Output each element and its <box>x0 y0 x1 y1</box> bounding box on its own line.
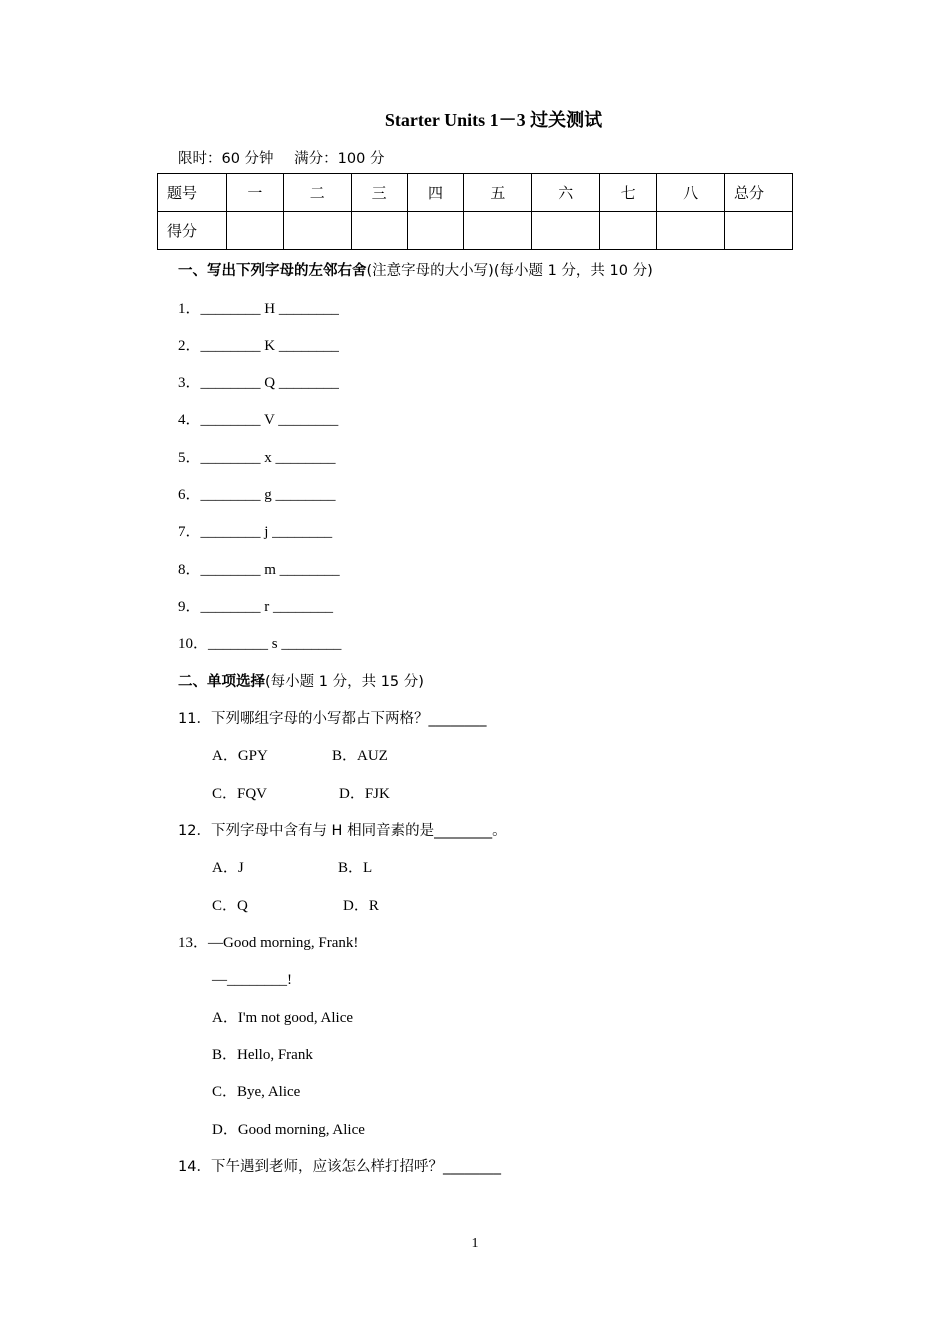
full-score: 满分：100 分 <box>294 151 385 167</box>
list-item: 1．________ H ________ <box>178 301 339 317</box>
time-limit: 限时：60 分钟 <box>178 151 274 167</box>
question-13-stem: 13．—Good morning, Frank! <box>178 935 359 951</box>
score-cell[interactable] <box>657 212 725 250</box>
section2-note: (每小题 1 分，共 15 分) <box>265 674 424 690</box>
list-item: 5．________ x ________ <box>178 450 336 466</box>
score-table-header-row <box>158 174 793 212</box>
score-table-score-row <box>158 212 793 250</box>
option-d: D．R <box>343 898 379 914</box>
list-item: 2．________ K ________ <box>178 338 339 354</box>
table-header-cell: 二 <box>283 174 351 212</box>
option-b: B．L <box>338 860 373 876</box>
table-header-cell: 四 <box>407 174 464 212</box>
list-item: 9．________ r ________ <box>178 599 333 615</box>
page-title: Starter Units 1－3 过关测试 <box>384 110 603 130</box>
option-b: B．Hello, Frank <box>212 1047 313 1063</box>
table-header-cell: 八 <box>657 174 725 212</box>
option-a: A．J <box>212 860 244 876</box>
option-c: C．FQV <box>212 786 268 802</box>
table-header-cell: 题号 <box>158 174 227 212</box>
option-b: B．AUZ <box>332 748 388 764</box>
score-table <box>157 173 793 250</box>
question-12-options-row2 <box>212 896 379 916</box>
option-a: A．I'm not good, Alice <box>212 1010 354 1026</box>
question-12-stem: 12．下列字母中含有与 H 相同音素的是________。 <box>178 823 507 839</box>
table-header-cell: 一 <box>226 174 283 212</box>
score-cell[interactable] <box>600 212 657 250</box>
table-header-cell: 总分 <box>725 174 793 212</box>
question-12-options-row1 <box>212 858 372 878</box>
section1-title: 一、写出下列字母的左邻右舍 <box>178 263 367 279</box>
section2-title: 二、单项选择 <box>178 674 265 690</box>
score-cell[interactable] <box>725 212 793 250</box>
table-header-cell: 六 <box>532 174 600 212</box>
score-cell[interactable] <box>351 212 407 250</box>
score-row-label: 得分 <box>158 212 227 250</box>
score-cell[interactable] <box>532 212 600 250</box>
list-item: 10．________ s ________ <box>178 636 342 652</box>
option-a: A．GPY <box>212 748 268 764</box>
list-item: 4．________ V ________ <box>178 412 339 428</box>
exam-meta <box>178 147 400 168</box>
section1-note: (注意字母的大小写)(每小题 1 分，共 10 分) <box>366 263 653 279</box>
score-cell[interactable] <box>407 212 464 250</box>
score-cell[interactable] <box>464 212 532 250</box>
list-item: 6．________ g ________ <box>178 487 336 503</box>
question-13-reply: —________! <box>212 972 292 988</box>
section1-heading <box>178 261 653 281</box>
section2-heading <box>178 672 424 692</box>
option-d: D．FJK <box>339 786 390 802</box>
page-number: 1 <box>471 1236 479 1251</box>
score-cell[interactable] <box>283 212 351 250</box>
question-14-stem: 14．下午遇到老师，应该怎么样打招呼？________ <box>178 1159 501 1175</box>
list-item: 3．________ Q ________ <box>178 375 339 391</box>
list-item: 8．________ m ________ <box>178 562 340 578</box>
table-header-cell: 五 <box>464 174 532 212</box>
table-header-cell: 三 <box>351 174 407 212</box>
question-11-options-row1 <box>212 746 388 766</box>
score-cell[interactable] <box>226 212 283 250</box>
option-d: D．Good morning, Alice <box>212 1122 365 1138</box>
question-11-options-row2 <box>212 784 390 804</box>
list-item: 7．________ j ________ <box>178 524 333 540</box>
question-11-stem: 11．下列哪组字母的小写都占下两格？________ <box>178 711 487 727</box>
option-c: C．Bye, Alice <box>212 1084 301 1100</box>
option-c: C．Q <box>212 898 248 914</box>
table-header-cell: 七 <box>600 174 657 212</box>
